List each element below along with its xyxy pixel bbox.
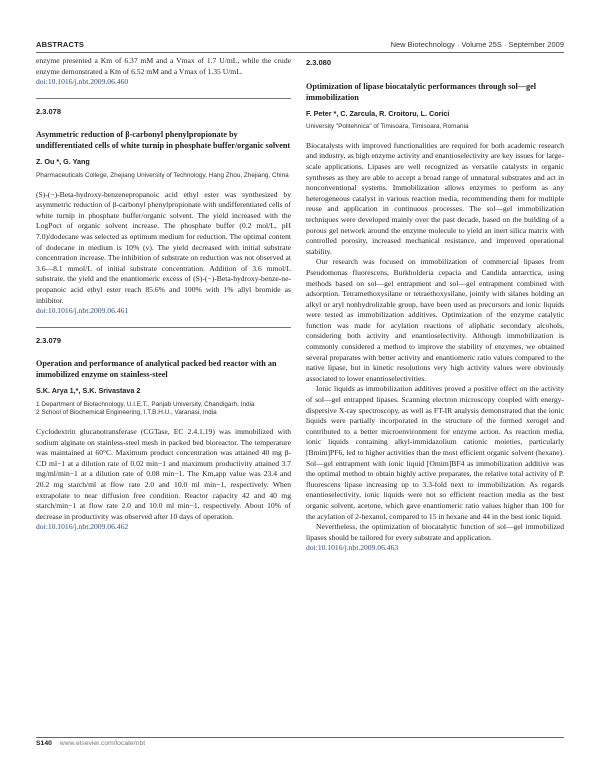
abstract-body: Nevertheless, the optimization of biocatalytic function of sol—gel immobilized lipases should be tailored for every substrate and application. bbox=[306, 522, 564, 542]
abstract-title: Optimization of lipase biocatalytic performances through sol—gel immobilization bbox=[306, 81, 536, 102]
journal-info: New Biotechnology · Volume 25S · September 2009 bbox=[390, 40, 564, 49]
doi-link[interactable]: doi:10.1016/j.nbt.2009.06.461 bbox=[36, 306, 129, 316]
doi-link[interactable]: doi:10.1016/j.nbt.2009.06.463 bbox=[306, 543, 399, 553]
abstract-authors: S.K. Arya 1,*, S.K. Srivastava 2 bbox=[36, 386, 141, 396]
abstract-divider bbox=[36, 327, 291, 328]
right-column bbox=[306, 56, 564, 554]
page-number: S140 bbox=[36, 740, 52, 747]
abstract-title: Asymmetric reduction of β-carbonyl phenylpropionate by undifferentiated cells of white turnip in phosphate buffer/organic solvent bbox=[36, 130, 291, 151]
abstract-body: (S)-(−)-Beta-hydroxy-benzenepropanoic acid ethyl ester was synthesized by asymmetric reduction of β-carbonyl phenylpropionate with undifferentiated cells of white turnip in phosphate buffer/organic solvent. The yield increased with the LogPoct of organic solvent increase. The phosphate buffer (0.2 mol/L, pH 7.0)/dodecane was selected as optimum medium for reduction. The optimal content of dodecane in medium is 10% (v). The yield decreased with initial substrate concentration increase. The inhibition of substrate on reduction was not observed at 3.6—8.1 mmol/L of initial substrate concentration. Addition of 3.6 mmol/L substrate, the yield and the enantiomeric excess of (S)-(−)-Beta-hydroxy-benze-ne-propanoic acid ethyl ester reach 85.6% and 100% with 1% allyl bromide as inhibitor. bbox=[36, 189, 291, 305]
abstract-divider bbox=[36, 98, 291, 99]
abstract-authors: Z. Ou *, G. Yang bbox=[36, 157, 90, 167]
abstract-affiliation: University "Politehnica" of Timisoara, Timisoara, Romania bbox=[306, 123, 469, 131]
page-footer bbox=[36, 740, 564, 750]
abstract-number: 2.3.080 bbox=[306, 58, 332, 67]
section-label: ABSTRACTS bbox=[36, 40, 85, 49]
abstract-number: 2.3.078 bbox=[36, 106, 62, 116]
abstract-affiliation: 2 School of Biochemical Engineering, I.T.B.H.U., Varanasi, India bbox=[36, 409, 217, 417]
journal-url[interactable]: www.elsevier.com/locate/nbt bbox=[59, 740, 146, 747]
continued-text: enzyme presented a Km of 6.37 mM and a Vmax of 1.7 U/mL, while the crude enzyme demonstrated a Km of 6.52 mM and a Vmax of 1.35 U/mL. bbox=[36, 56, 291, 76]
abstract-affiliation: Pharmaceuticals College, Zhejiang University of Technology, Hang Zhou, Zhejiang, China bbox=[36, 171, 289, 179]
abstract-body: Ionic liquids as immobilization additives proved a positive effect on the activity of sol—gel entrapped lipases. Scanning electron microscopy coupled with energy-dispersive X-ray spectroscopy, as well as FT-IR analysis demonstrated that the ionic liquids were partially incorporated in the structure of the formed xerogel and contributed to a better microenvironment for enzyme action. As reaction media, ionic liquids containing alkyl-immidazolium cationic moieties, particularly [Bmim]PF6, led to higher activities than the most efficient organic solvent (hexane). Sol—gel entrapment with ionic liquid [Omim]BF4 as immobilization additive was the optimal method to obtain highly active preparates, the relative total activity of P. fluorescens lipase increasing up to 3.3-fold next to immobilization. As regards enantioselectivity, ionic liquids were not so efficient reaction media as the best organic solvent, acetone, which gave enantiomeric ratio values higher than 100 for the acylation of 2-hexanol, compared to 15 in hexane and 44 in the best ionic liquid. bbox=[306, 384, 564, 521]
abstract-body: Our research was focused on immobilization of commercial lipases from Pseudomonas fluorescens, Burkholderia cepacia and Candida antarctica, using methods based on sol—gel entrapment and sol—gel entrapment combined with adsorption. Tetramethoxysilane or tetraethoxysilane, jointly with silanes holding an alkyl or aryl nonhydrolizable group, have been used as precursors and ionic liquids were tested as immobilization additives. Optimization of the enzyme catalytic function was made for acylation reactions of aliphatic secondary alcohols, considering both activity and enantioselectivity. Although immobilization is commonly considered a method to improve the stability of enzymes, we obtained several preparates with better activity and enantiomeric ratio values compared to the native lipase, but in kinetic resolutions very high activity values were obviously associated to lower enantioselectivities. bbox=[306, 257, 564, 383]
doi-link[interactable]: doi:10.1016/j.nbt.2009.06.460 bbox=[36, 77, 129, 87]
abstract-title: Operation and performance of analytical packed bed reactor with an immobilized enzyme on stainless-steel bbox=[36, 359, 277, 380]
left-column bbox=[36, 56, 291, 533]
abstract-authors: F. Peter *, C. Zarcula, R. Croitoru, L. Corici bbox=[306, 108, 450, 118]
abstract-affiliation: 1 Department of Biotechnology, U.I.E.T., Panjab University, Chandigarh, India bbox=[36, 400, 255, 408]
header-rule bbox=[36, 52, 564, 53]
footer-rule bbox=[36, 737, 564, 738]
doi-link[interactable]: doi:10.1016/j.nbt.2009.06.462 bbox=[36, 522, 129, 532]
page-header bbox=[36, 40, 564, 52]
abstract-number: 2.3.079 bbox=[36, 335, 62, 345]
abstract-body: Biocatalysts with improved functionalities are required for both academic research and industry, as high enzyme activity and enantioselectivity are key issues for large-scale applications. Lipases are well recognized as versatile catalysts in organic syntheses as they are able to accept a broad range of unnatural substrates and act in nonconventional systems. Immobilization allows enzymes to perform as any heterogeneous catalyst in various reaction media, recommending them for multiple reuse and application in continuous processes. The sol—gel immobilization techniques were developed mainly over the past decade, based on the building of a porous gel network around the enzyme molecule to yield an inert silica matrix with controlled porosity, increased mechanical resistance, and improved operational stability. bbox=[306, 140, 564, 256]
abstract-body: Cyclodextrin glucanotransferase (CGTase, EC 2.4.1.19) was immobilized with sodium alginate on stainless-steel mesh in packed bed bioreactor. The temperature was maintained at 60°C. Maximum product concentration was attained 40 mg β-CD ml−1 at a dilution rate of 0.02 min−1 and maximum productivity attained 3.7 mg/ml/min−1 at a dilution rate of 0.08 min−1. The Km,app value was 23.4 and 20.2 mg starch/ml at flow rate 2.0 and 10.0 ml min−1, respectively. When extrapolate to near diffusion free condition. Reactor capacity 42 and 40 mg starch/min−1 at flow rate 2.0 and 10.0 ml min−1, respectively. About 10% of decrease in productivity was observed after 10 days of operation. bbox=[36, 427, 291, 521]
